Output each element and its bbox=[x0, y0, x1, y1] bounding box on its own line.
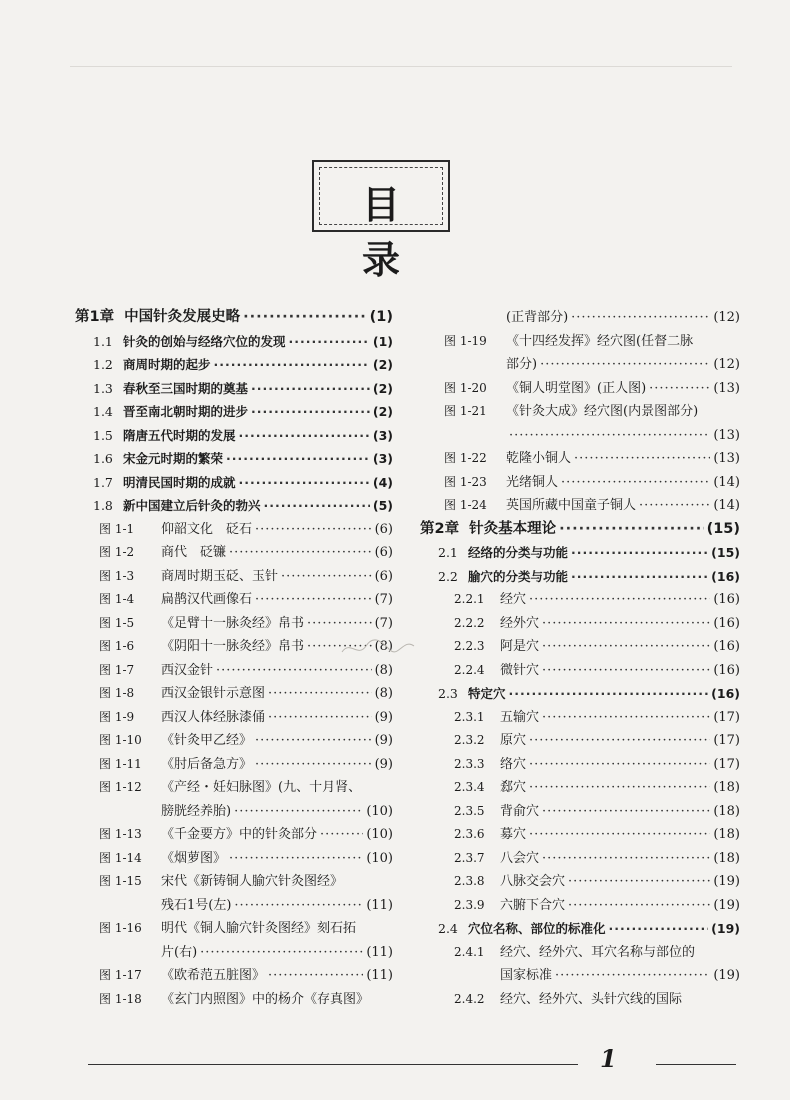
entry-title: 仰韶文化 砭石 bbox=[161, 521, 253, 537]
entry-number: 图 1-7 bbox=[99, 662, 135, 677]
entry-number: 1.5 bbox=[93, 427, 113, 443]
entry-title: 五输穴 bbox=[500, 709, 540, 725]
leader-dots bbox=[268, 706, 372, 730]
entry-page: (19) bbox=[711, 921, 740, 936]
entry-number: 图 1-12 bbox=[99, 780, 142, 794]
entry-title: 《烟萝图》 bbox=[161, 850, 227, 866]
entry-number: 图 1-8 bbox=[99, 686, 135, 700]
entry-title: 扁鹊汉代画像石 bbox=[161, 592, 253, 607]
entry-number: 图 1-5 bbox=[99, 615, 135, 630]
entry-number: 2.3.9 bbox=[454, 897, 485, 912]
entry-title: 《肘后备急方》 bbox=[161, 756, 253, 772]
toc-right-column bbox=[420, 306, 740, 1011]
entry-title: 背俞穴 bbox=[500, 803, 540, 819]
entry-title: 《十四经发挥》经穴图(任督二脉 bbox=[506, 333, 694, 349]
entry-page: (6) bbox=[374, 545, 393, 560]
entry-title: 《足臂十一脉灸经》帛书 bbox=[161, 615, 305, 631]
toc-entry[interactable] bbox=[420, 635, 740, 659]
entry-page: (15) bbox=[706, 520, 740, 537]
toc-entry[interactable] bbox=[420, 964, 740, 988]
toc-entry[interactable] bbox=[75, 776, 393, 800]
entry-page: (18) bbox=[713, 780, 740, 795]
toc-entry[interactable] bbox=[420, 306, 740, 330]
entry-page: (17) bbox=[713, 709, 740, 725]
toc-entry[interactable] bbox=[420, 494, 740, 518]
leader-dots bbox=[609, 917, 709, 941]
toc-entry[interactable] bbox=[75, 541, 393, 565]
page-number: 1 bbox=[600, 1044, 617, 1073]
leader-dots bbox=[255, 518, 372, 542]
leader-dots bbox=[234, 894, 363, 918]
entry-title: 西汉人体经脉漆俑 bbox=[161, 709, 266, 725]
entry-number: 2.2.1 bbox=[454, 592, 485, 606]
entry-page: (1) bbox=[372, 333, 393, 349]
leader-dots bbox=[529, 729, 710, 753]
entry-page: (10) bbox=[366, 827, 393, 842]
leader-dots bbox=[226, 447, 370, 471]
entry-number: 1.8 bbox=[93, 498, 113, 513]
entry-title: 微针穴 bbox=[500, 662, 540, 678]
entry-page: (8) bbox=[374, 639, 393, 654]
entry-number: 图 1-23 bbox=[444, 474, 487, 489]
toc-entry[interactable] bbox=[75, 729, 393, 753]
entry-title: 针灸的创始与经络穴位的发现 bbox=[123, 333, 286, 349]
leader-dots bbox=[571, 541, 708, 565]
toc-entry[interactable] bbox=[420, 894, 740, 918]
entry-number: 2.3.2 bbox=[454, 733, 485, 747]
entry-title: 商代 砭镰 bbox=[161, 545, 227, 560]
toc-entry[interactable] bbox=[75, 424, 393, 448]
entry-title: 残石1号(左) bbox=[161, 897, 232, 913]
toc-entry[interactable] bbox=[75, 753, 393, 777]
leader-dots bbox=[268, 682, 372, 706]
entry-page: (16) bbox=[711, 568, 740, 584]
leader-dots bbox=[542, 635, 710, 659]
entry-number: 2.3.8 bbox=[454, 874, 485, 888]
entry-page: (11) bbox=[366, 968, 393, 983]
entry-number: 2.3.3 bbox=[454, 756, 485, 771]
entry-number: 1.6 bbox=[93, 451, 113, 466]
entry-title: 八脉交会穴 bbox=[500, 874, 566, 889]
entry-title: 部分) bbox=[506, 357, 538, 372]
entry-title: 西汉金针 bbox=[161, 662, 214, 678]
toc-entry[interactable] bbox=[75, 682, 393, 706]
toc-entry[interactable] bbox=[75, 471, 393, 495]
leader-dots bbox=[529, 776, 710, 800]
entry-page: (10) bbox=[366, 803, 393, 819]
leader-dots bbox=[571, 306, 710, 330]
toc-entry[interactable] bbox=[420, 518, 740, 542]
entry-number: 图 1-13 bbox=[99, 827, 142, 841]
leader-dots bbox=[243, 306, 367, 330]
entry-title: 阿是穴 bbox=[500, 639, 540, 654]
toc-entry[interactable] bbox=[420, 729, 740, 753]
toc-entry[interactable] bbox=[420, 941, 740, 965]
entry-title: 经穴、经外穴、耳穴名称与部位的 bbox=[500, 944, 696, 960]
entry-page: (16) bbox=[713, 662, 740, 678]
entry-number: 2.2.4 bbox=[454, 662, 485, 677]
leader-dots bbox=[529, 823, 710, 847]
entry-number: 2.2.2 bbox=[454, 615, 485, 630]
entry-number: 1.3 bbox=[93, 380, 113, 396]
toc-entry[interactable] bbox=[75, 330, 393, 354]
entry-page: (6) bbox=[374, 568, 393, 584]
toc-entry[interactable] bbox=[75, 565, 393, 589]
entry-page: (2) bbox=[372, 357, 393, 372]
entry-title: 《欧希范五脏图》 bbox=[161, 968, 266, 983]
entry-number: 2.2 bbox=[438, 568, 458, 584]
entry-title: 商周时期的起步 bbox=[123, 357, 211, 372]
leader-dots bbox=[509, 424, 710, 448]
entry-number: 1.2 bbox=[93, 357, 113, 372]
leader-dots bbox=[542, 659, 710, 683]
entry-page: (17) bbox=[713, 733, 740, 748]
entry-page: (18) bbox=[713, 827, 740, 842]
entry-title: 《针灸大成》经穴图(内景图部分) bbox=[506, 404, 699, 419]
entry-number: 图 1-20 bbox=[444, 380, 487, 395]
entry-number: 第1章 bbox=[75, 309, 115, 325]
leader-dots bbox=[320, 823, 363, 847]
toc-entry[interactable] bbox=[75, 847, 393, 871]
leader-dots bbox=[200, 941, 363, 965]
toc-entry[interactable] bbox=[75, 964, 393, 988]
entry-title: 经络的分类与功能 bbox=[468, 545, 569, 560]
entry-page: (13) bbox=[713, 451, 740, 466]
entry-title: 针灸基本理论 bbox=[469, 520, 557, 537]
entry-page: (11) bbox=[366, 944, 393, 960]
leader-dots bbox=[251, 400, 370, 424]
entry-title: 经穴 bbox=[500, 592, 527, 607]
entry-title: 宋代《新铸铜人腧穴针灸图经》 bbox=[161, 874, 344, 889]
entry-number: 图 1-14 bbox=[99, 850, 142, 865]
entry-number: 第2章 bbox=[420, 520, 460, 537]
entry-page: (7) bbox=[374, 615, 393, 631]
entry-title: 国家标准 bbox=[500, 968, 553, 983]
toc-entry[interactable] bbox=[75, 988, 393, 1012]
entry-page: (8) bbox=[374, 662, 393, 678]
entry-page: (14) bbox=[713, 498, 740, 513]
entry-title: 穴位名称、部位的标准化 bbox=[468, 921, 606, 936]
entry-page: (3) bbox=[372, 451, 393, 466]
entry-title: 《针灸甲乙经》 bbox=[161, 733, 253, 748]
entry-number: 2.3.6 bbox=[454, 827, 485, 841]
entry-title: 《玄门内照图》中的杨介《存真图》 bbox=[161, 991, 370, 1007]
entry-page: (11) bbox=[366, 897, 393, 913]
leader-dots bbox=[214, 353, 370, 377]
footer-rule-left bbox=[88, 1064, 578, 1065]
toc-entry[interactable] bbox=[420, 917, 740, 941]
leader-dots bbox=[229, 541, 372, 565]
entry-title: 《产经・妊妇脉图》(九、十月肾、 bbox=[161, 780, 362, 795]
toc-entry[interactable] bbox=[75, 659, 393, 683]
entry-page: (19) bbox=[713, 968, 740, 983]
toc-entry[interactable] bbox=[420, 988, 740, 1012]
leader-dots bbox=[255, 753, 372, 777]
running-header bbox=[0, 48, 790, 68]
entry-page: (16) bbox=[713, 639, 740, 654]
leader-dots bbox=[555, 964, 710, 988]
entry-page: (13) bbox=[713, 380, 740, 396]
entry-page: (8) bbox=[374, 686, 393, 701]
entry-page: (6) bbox=[374, 521, 393, 537]
entry-page: (15) bbox=[711, 545, 740, 560]
toc-entry[interactable] bbox=[75, 894, 393, 918]
toc-entry[interactable] bbox=[420, 353, 740, 377]
leader-dots bbox=[561, 471, 710, 495]
entry-number: 图 1-10 bbox=[99, 733, 142, 747]
leader-dots bbox=[509, 682, 709, 706]
entry-number: 图 1-11 bbox=[99, 756, 142, 771]
entry-page: (9) bbox=[374, 756, 393, 772]
leader-dots bbox=[542, 800, 710, 824]
toc-entry[interactable] bbox=[420, 870, 740, 894]
entry-number: 图 1-3 bbox=[99, 568, 135, 583]
entry-number: 图 1-9 bbox=[99, 709, 135, 724]
entry-number: 图 1-2 bbox=[99, 545, 135, 559]
entry-number: 图 1-19 bbox=[444, 333, 487, 348]
entry-number: 1.1 bbox=[93, 333, 113, 349]
leader-dots bbox=[571, 565, 708, 589]
entry-number: 图 1-4 bbox=[99, 592, 135, 606]
entry-page: (18) bbox=[713, 803, 740, 819]
entry-number: 1.4 bbox=[93, 404, 113, 419]
entry-title: 《阴阳十一脉灸经》帛书 bbox=[161, 639, 305, 654]
entry-title: 明清民国时期的成就 bbox=[123, 474, 236, 490]
toc-entry[interactable] bbox=[420, 706, 740, 730]
entry-title: 经外穴 bbox=[500, 615, 540, 631]
entry-page: (16) bbox=[711, 686, 740, 701]
toc-entry[interactable] bbox=[420, 541, 740, 565]
leader-dots bbox=[255, 588, 372, 612]
entry-title: 片(右) bbox=[161, 944, 198, 960]
entry-title: 英国所藏中国童子铜人 bbox=[506, 498, 637, 513]
entry-title: 六腑下合穴 bbox=[500, 897, 566, 913]
toc-entry[interactable] bbox=[420, 565, 740, 589]
leader-dots bbox=[268, 964, 363, 988]
leader-dots bbox=[255, 729, 372, 753]
entry-number: 1.7 bbox=[93, 474, 113, 490]
header-rule bbox=[70, 66, 732, 67]
entry-page: (5) bbox=[372, 498, 393, 513]
toc-entry[interactable] bbox=[75, 941, 393, 965]
entry-title: 商周时期玉砭、玉针 bbox=[161, 568, 279, 584]
entry-title: 特定穴 bbox=[468, 686, 506, 701]
toc-entry[interactable] bbox=[420, 447, 740, 471]
entry-title: 明代《铜人腧穴针灸图经》刻石拓 bbox=[161, 921, 357, 936]
toc-entry[interactable] bbox=[420, 330, 740, 354]
leader-dots bbox=[529, 588, 710, 612]
toc-entry[interactable] bbox=[75, 377, 393, 401]
entry-title: 西汉金银针示意图 bbox=[161, 686, 266, 701]
entry-page: (2) bbox=[372, 404, 393, 419]
pencil-mark-icon bbox=[338, 632, 418, 662]
entry-page: (16) bbox=[713, 615, 740, 631]
footer-rule-right bbox=[656, 1064, 736, 1065]
toc-entry[interactable] bbox=[420, 682, 740, 706]
entry-title: 光绪铜人 bbox=[506, 474, 559, 490]
entry-title: 募穴 bbox=[500, 827, 527, 842]
toc-entry[interactable] bbox=[75, 870, 393, 894]
entry-page: (7) bbox=[374, 592, 393, 607]
entry-page: (9) bbox=[374, 709, 393, 725]
entry-title: 膀胱经养胎) bbox=[161, 803, 232, 819]
toc-entry[interactable] bbox=[75, 518, 393, 542]
toc-entry[interactable] bbox=[75, 400, 393, 424]
entry-page: (14) bbox=[713, 474, 740, 490]
entry-title: 隋唐五代时期的发展 bbox=[123, 427, 236, 443]
toc-entry[interactable] bbox=[420, 588, 740, 612]
toc-entry[interactable] bbox=[75, 353, 393, 377]
leader-dots bbox=[542, 612, 710, 636]
toc-entry[interactable] bbox=[420, 377, 740, 401]
entry-page: (4) bbox=[372, 474, 393, 490]
entry-page: (19) bbox=[713, 897, 740, 913]
entry-page: (1) bbox=[369, 309, 393, 325]
toc-entry[interactable] bbox=[420, 823, 740, 847]
entry-number: 2.4 bbox=[438, 921, 458, 936]
entry-page: (13) bbox=[713, 427, 740, 443]
leader-dots bbox=[229, 847, 363, 871]
leader-dots bbox=[649, 377, 710, 401]
toc-entry[interactable] bbox=[420, 400, 740, 424]
entry-page: (12) bbox=[713, 357, 740, 372]
entry-page: (12) bbox=[713, 310, 740, 325]
entry-number: 图 1-21 bbox=[444, 404, 487, 418]
leader-dots bbox=[234, 800, 363, 824]
toc-entry[interactable] bbox=[420, 776, 740, 800]
entry-page: (10) bbox=[366, 850, 393, 866]
entry-number: 2.3.1 bbox=[454, 709, 485, 724]
toc-entry[interactable] bbox=[420, 612, 740, 636]
leader-dots bbox=[574, 447, 710, 471]
toc-entry[interactable] bbox=[75, 447, 393, 471]
leader-dots bbox=[568, 894, 710, 918]
entry-number: 2.1 bbox=[438, 545, 458, 560]
toc-entry[interactable] bbox=[75, 306, 393, 330]
toc-entry[interactable] bbox=[75, 588, 393, 612]
entry-title: 腧穴的分类与功能 bbox=[468, 568, 569, 584]
entry-title: 八会穴 bbox=[500, 850, 540, 866]
leader-dots bbox=[251, 377, 370, 401]
toc-entry[interactable] bbox=[420, 659, 740, 683]
entry-number: 图 1-16 bbox=[99, 921, 142, 935]
toc-entry[interactable] bbox=[420, 800, 740, 824]
entry-title: 中国针灸发展史略 bbox=[124, 309, 241, 325]
entry-number: 图 1-1 bbox=[99, 521, 135, 536]
entry-page: (2) bbox=[372, 380, 393, 396]
entry-title: (正背部分) bbox=[506, 310, 569, 325]
entry-number: 2.3.7 bbox=[454, 850, 485, 865]
entry-title: 春秋至三国时期的奠基 bbox=[123, 380, 249, 396]
toc-entry[interactable] bbox=[420, 753, 740, 777]
leader-dots bbox=[264, 494, 370, 518]
entry-title: 《铜人明堂图》(正人图) bbox=[506, 380, 647, 396]
toc-entry[interactable] bbox=[75, 800, 393, 824]
leader-dots bbox=[239, 424, 370, 448]
entry-number: 图 1-18 bbox=[99, 991, 142, 1006]
entry-number: 图 1-17 bbox=[99, 968, 142, 982]
title-text: 目 录 bbox=[361, 183, 422, 282]
entry-page: (9) bbox=[374, 733, 393, 748]
entry-title: 经穴、经外穴、头针穴线的国际 bbox=[500, 991, 683, 1007]
leader-dots bbox=[289, 330, 370, 354]
entry-number: 图 1-24 bbox=[444, 498, 487, 512]
page-title bbox=[312, 160, 450, 282]
entry-page: (16) bbox=[713, 592, 740, 607]
entry-title: 晋至南北朝时期的进步 bbox=[123, 404, 249, 419]
toc-entry[interactable] bbox=[420, 424, 740, 448]
entry-page: (17) bbox=[713, 756, 740, 772]
toc-entry[interactable] bbox=[75, 917, 393, 941]
entry-title: 乾隆小铜人 bbox=[506, 451, 572, 466]
leader-dots bbox=[216, 659, 372, 683]
entry-page: (19) bbox=[713, 874, 740, 889]
leader-dots bbox=[542, 847, 710, 871]
entry-title: 宋金元时期的繁荣 bbox=[123, 451, 224, 466]
toc-entry[interactable] bbox=[420, 847, 740, 871]
toc-entry[interactable] bbox=[420, 471, 740, 495]
leader-dots bbox=[529, 753, 710, 777]
entry-number: 图 1-15 bbox=[99, 874, 142, 888]
entry-title: 原穴 bbox=[500, 733, 527, 748]
leader-dots bbox=[540, 353, 710, 377]
entry-number: 2.4.2 bbox=[454, 991, 485, 1006]
entry-number: 2.3.4 bbox=[454, 780, 485, 794]
leader-dots bbox=[542, 706, 710, 730]
entry-title: 络穴 bbox=[500, 756, 527, 772]
toc-entry[interactable] bbox=[75, 494, 393, 518]
entry-page: (3) bbox=[372, 427, 393, 443]
entry-number: 图 1-6 bbox=[99, 639, 135, 653]
entry-number: 2.3 bbox=[438, 686, 458, 701]
entry-number: 图 1-22 bbox=[444, 451, 487, 465]
entry-number: 2.3.5 bbox=[454, 803, 485, 818]
toc-entry[interactable] bbox=[75, 706, 393, 730]
leader-dots bbox=[281, 565, 372, 589]
entry-title: 郄穴 bbox=[500, 780, 527, 795]
entry-number: 2.4.1 bbox=[454, 944, 485, 959]
leader-dots bbox=[568, 870, 710, 894]
entry-title: 《千金要方》中的针灸部分 bbox=[161, 827, 318, 842]
leader-dots bbox=[559, 518, 703, 542]
entry-number: 2.2.3 bbox=[454, 639, 485, 653]
toc-entry[interactable] bbox=[75, 823, 393, 847]
leader-dots bbox=[239, 471, 370, 495]
leader-dots bbox=[639, 494, 710, 518]
entry-page: (18) bbox=[713, 850, 740, 866]
entry-title: 新中国建立后针灸的勃兴 bbox=[123, 498, 261, 513]
